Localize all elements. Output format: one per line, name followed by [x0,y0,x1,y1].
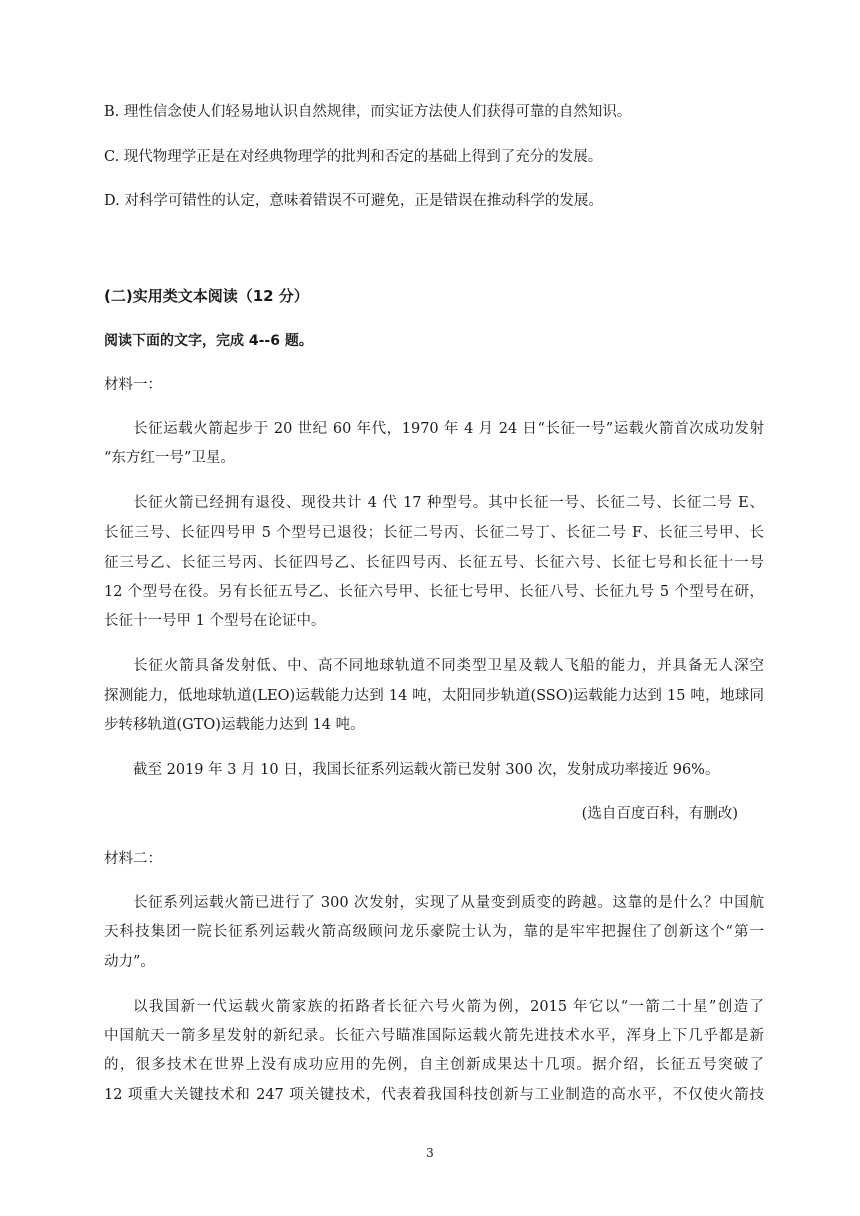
source-note: (选自百度百科，有删改) [581,806,738,822]
option-d: D. 对科学可错性的认定，意味着错误不可避免，正是错误在推动科学的发展。 [104,193,603,209]
paragraph-line: 天科技集团一院长征系列运载火箭高级顾问龙乐豪院士认为，靠的是牢牢把握住了创新这个“第一 [104,924,764,940]
paragraph-line: 中国航天一箭多星发射的新纪录。长征六号瞄准国际运载火箭先进技术水平，浑身上下几乎都是新 [104,1028,764,1044]
paragraph-line: 长征系列运载火箭已进行了 300 次发射，实现了从量变到质变的跨越。这靠的是什么？中国航 [133,895,764,911]
paragraph-line: 长征十一号甲 1 个型号在论证中。 [104,613,326,629]
paragraph-line: 长征三号、长征四号甲 5 个型号已退役；长征二号丙、长征二号丁、长征二号 F、长征三号甲、长 [104,525,764,541]
paragraph-line: 12 个型号在役。另有长征五号乙、长征六号甲、长征七号甲、长征八号、长征九号 5 个型号在研， [104,584,764,600]
paragraph-line: “东方红一号”卫星。 [104,450,235,466]
material-2-label: 材料二： [104,851,162,867]
paragraph-line: 长征运载火箭起步于 20 世纪 60 年代，1970 年 4 月 24 日“长征一号”运载火箭首次成功发射 [133,421,764,437]
paragraph-line: 的，很多技术在世界上没有成功应用的先例，自主创新成果达十几项。据介绍，长征五号突破了 [104,1057,764,1073]
paragraph-line: 长征火箭具备发射低、中、高不同地球轨道不同类型卫星及载人飞船的能力，并具备无人深空 [133,658,764,674]
paragraph-line: 截至 2019 年 3 月 10 日，我国长征系列运载火箭已发射 300 次，发射成功率接近 96%。 [133,762,720,778]
material-1-label: 材料一： [104,377,162,393]
section-instruction: 阅读下面的文字，完成 4--6 题。 [104,333,313,349]
paragraph-line: 以我国新一代运载火箭家族的拓路者长征六号火箭为例，2015 年它以“一箭二十星”创造了 [133,999,764,1015]
paragraph-line: 探测能力，低地球轨道(LEO)运载能力达到 14 吨，太阳同步轨道(SSO)运载能力达到 15 吨，地球同 [104,688,764,704]
page-number: 3 [426,1146,434,1160]
section-title: (二)实用类文本阅读（12 分） [104,287,309,305]
paragraph-line: 征三号乙、长征三号丙、长征四号乙、长征四号丙、长征五号、长征六号、长征七号和长征十一号 [104,555,764,571]
paragraph-line: 长征火箭已经拥有退役、现役共计 4 代 17 种型号。其中长征一号、长征二号、长征二号 E、 [133,495,764,511]
paragraph-line: 12 项重大关键技术和 247 项关键技术，代表着我国科技创新与工业制造的高水平，不仅使火箭技 [104,1087,764,1103]
paragraph-line: 步转移轨道(GTO)运载能力达到 14 吨。 [104,717,365,733]
option-c: C. 现代物理学正是在对经典物理学的批判和否定的基础上得到了充分的发展。 [104,149,603,165]
option-b: B. 理性信念使人们轻易地认识自然规律，而实证方法使人们获得可靠的自然知识。 [104,104,632,120]
paragraph-line: 动力”。 [104,954,155,970]
